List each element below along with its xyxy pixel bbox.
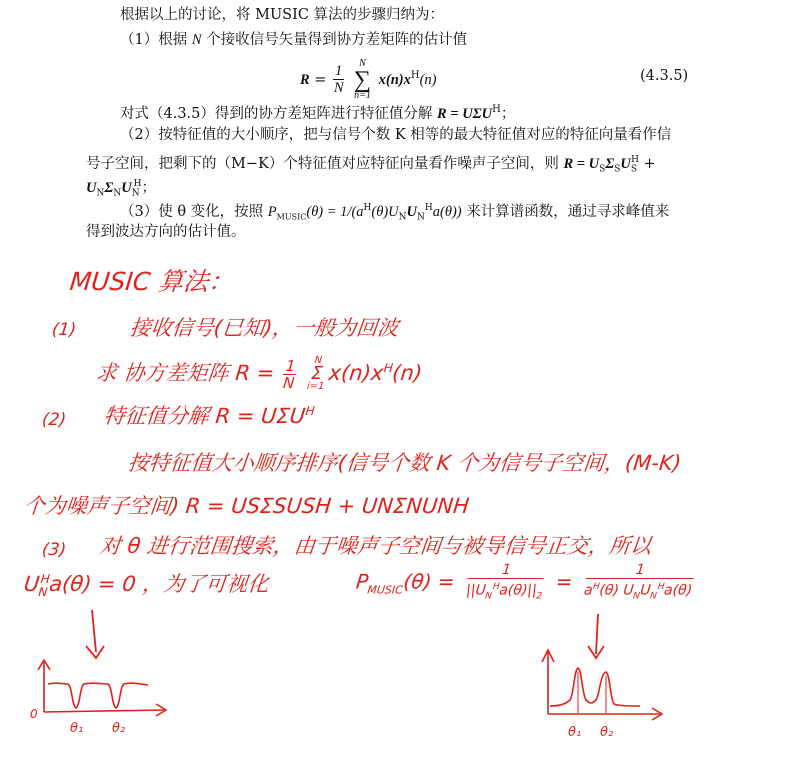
printed-line-8: 得到波达方向的估计值。 bbox=[86, 224, 246, 240]
right-arrow-shaft bbox=[596, 614, 598, 654]
handwritten-title: MUSIC 算法： bbox=[68, 267, 235, 296]
hw-step1-fraction: $\frac{1}{N}$ bbox=[282, 356, 297, 392]
eq-fraction: $\frac{1}{N}$ bbox=[333, 63, 344, 97]
printed-line-6: $U_N\Sigma_NU_N^H$； bbox=[86, 179, 156, 199]
hw-step3-fraction-2: $\frac{1}{a^H(\theta) U_NU_N^Ha(\theta)}$ bbox=[583, 562, 696, 604]
left-graph-theta2: θ₂ bbox=[112, 721, 126, 736]
right-graph-theta1: θ₁ bbox=[568, 725, 582, 740]
eq-summation: N ∑ n=1 bbox=[353, 57, 372, 101]
hw-step3-line2: $U_N^Ha(\theta) = 0$ ，为了可视化 bbox=[22, 572, 270, 600]
printed-line-1: 根据以上的讨论，将 MUSIC 算法的步骤归纳为： bbox=[120, 7, 445, 23]
left-graph-theta1: θ₁ bbox=[70, 721, 84, 736]
left-arrow-shaft bbox=[92, 610, 96, 652]
printed-line-3: 对式（4.3.5）得到的协方差矩阵进行特征值分解 $R = U\Sigma U^H$； bbox=[120, 104, 516, 122]
hw-step3-text: 对 θ 进行范围搜索，由于噪声子空间与被导信号正交，所以 bbox=[98, 534, 653, 558]
printed-line-2: （1）根据 N 个接收信号矢量得到协方差矩阵的估计值 bbox=[120, 32, 468, 48]
hw-step2-line2: 按特征值大小顺序排序(信号个数 K 个为信号子空间，(M-K) bbox=[126, 451, 683, 475]
printed-line-4: （2）按特征值的大小顺序，把与信号个数 K 相等的最大特征值对应的特征向量看作信 bbox=[120, 127, 672, 143]
hw-step1-text: 接收信号(已知)，一般为回波 bbox=[128, 316, 400, 340]
hw-step1-sum: N Σ i=1 bbox=[306, 355, 325, 392]
left-graph-x-axis bbox=[44, 710, 164, 712]
hw-step2-number: (2) bbox=[40, 410, 68, 430]
hw-step2-line3: 个为噪声子空间) R = USΣSUSH + UNΣNUNH bbox=[22, 494, 471, 518]
left-graph-origin: 0 bbox=[30, 707, 38, 721]
hw-step1-number: (1) bbox=[50, 320, 78, 340]
right-graph-curve bbox=[550, 668, 640, 706]
hw-step3-pmusic: $P_{MUSIC}(\theta)$ = $\frac{1}{||U_N^Ha(\theta)||_2}$ = $\frac{1}{a^H(\theta) U_NU_N^Ha(\theta)}$ bbox=[354, 562, 697, 604]
printed-line-5: 号子空间，把剩下的（M−K）个特征值对应特征向量看作噪声子空间，则 $R = U_S\Sigma_SU_S^H$ + bbox=[86, 155, 656, 175]
printed-paragraph bbox=[0, 0, 801, 250]
left-graph-curve bbox=[48, 683, 148, 708]
hw-step2-title: 特征值分解 $R = U\Sigma U^H$ bbox=[102, 404, 316, 428]
hw-step1-covariance: 求 协方差矩阵 R = $\frac{1}{N}$ N Σ $i=1x(n)x^H(n)$ bbox=[94, 355, 424, 392]
hw-step3-number: (3) bbox=[40, 540, 68, 560]
hw-step3-fraction-1: $\frac{1}{||U_N^Ha(\theta)||_2}$ bbox=[465, 562, 546, 604]
printed-line-7: （3）使 θ 变化，按照 $P_{MUSIC}(\theta) = 1/(a^H(\theta)U_NU_N^Ha(\theta))$ 来计算谱函数，通过寻求峰值来 bbox=[120, 203, 670, 223]
equation-4-3-5: R = $\frac{1}{N}$ N ∑ n=1 $x(n)x^H(n)$ bbox=[300, 57, 437, 101]
hand-sketches bbox=[0, 600, 801, 760]
equation-number: (4.3.5) bbox=[640, 68, 689, 84]
right-graph-theta2: θ₂ bbox=[600, 725, 614, 740]
